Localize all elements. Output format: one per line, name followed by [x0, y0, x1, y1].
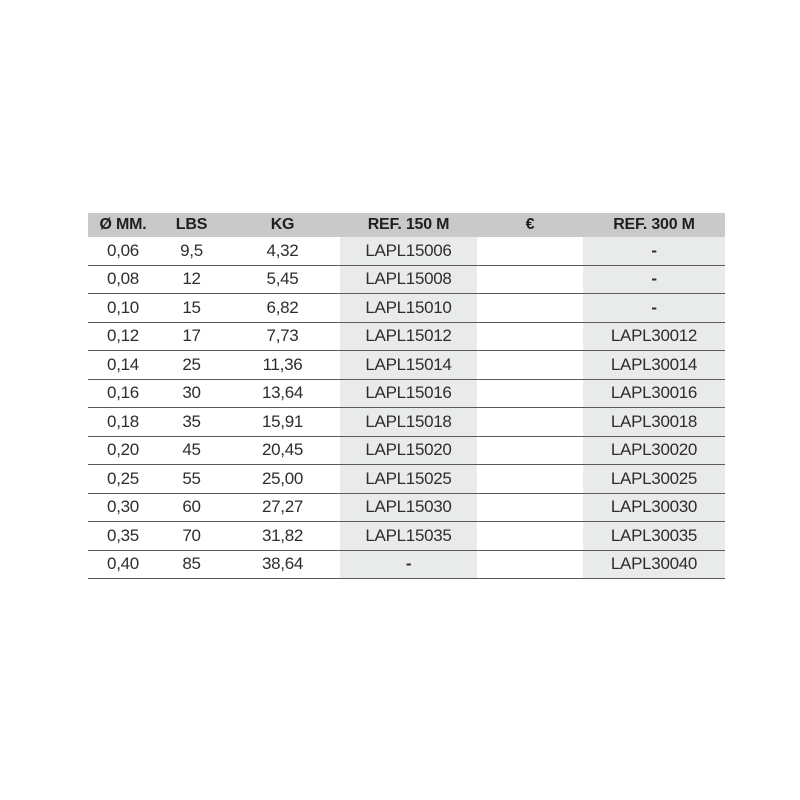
cell-diameter: 0,18: [88, 408, 158, 437]
cell-lbs: 60: [158, 493, 225, 522]
cell-diameter: 0,16: [88, 379, 158, 408]
header-euro: €: [477, 213, 583, 237]
cell-ref-150: LAPL15012: [340, 322, 477, 351]
cell-ref-150: LAPL15020: [340, 436, 477, 465]
cell-ref-150: LAPL15018: [340, 408, 477, 437]
header-kg: KG: [225, 213, 340, 237]
cell-ref-300: LAPL30030: [583, 493, 725, 522]
table-row: [88, 436, 725, 465]
cell-ref-150: LAPL15010: [340, 294, 477, 323]
cell-euro: [477, 522, 583, 551]
header-diameter: Ø MM.: [88, 213, 158, 237]
cell-euro: [477, 322, 583, 351]
header-ref-300: REF. 300 M: [583, 213, 725, 237]
cell-ref-300: LAPL30018: [583, 408, 725, 437]
cell-euro: [477, 237, 583, 265]
cell-euro: [477, 351, 583, 380]
cell-lbs: 45: [158, 436, 225, 465]
cell-diameter: 0,10: [88, 294, 158, 323]
cell-diameter: 0,06: [88, 237, 158, 265]
cell-lbs: 25: [158, 351, 225, 380]
cell-kg: 11,36: [225, 351, 340, 380]
cell-kg: 27,27: [225, 493, 340, 522]
cell-diameter: 0,40: [88, 550, 158, 579]
cell-diameter: 0,12: [88, 322, 158, 351]
cell-euro: [477, 550, 583, 579]
cell-ref-300: LAPL30020: [583, 436, 725, 465]
cell-euro: [477, 408, 583, 437]
cell-lbs: 9,5: [158, 237, 225, 265]
cell-diameter: 0,35: [88, 522, 158, 551]
cell-kg: 20,45: [225, 436, 340, 465]
table-header: [88, 213, 725, 237]
table-row: [88, 465, 725, 494]
cell-ref-300: -: [583, 294, 725, 323]
cell-kg: 31,82: [225, 522, 340, 551]
cell-kg: 13,64: [225, 379, 340, 408]
cell-euro: [477, 493, 583, 522]
cell-ref-150: LAPL15030: [340, 493, 477, 522]
cell-lbs: 17: [158, 322, 225, 351]
cell-euro: [477, 436, 583, 465]
cell-diameter: 0,14: [88, 351, 158, 380]
cell-ref-300: LAPL30016: [583, 379, 725, 408]
cell-euro: [477, 294, 583, 323]
cell-kg: 6,82: [225, 294, 340, 323]
cell-ref-150: LAPL15014: [340, 351, 477, 380]
cell-ref-150: LAPL15035: [340, 522, 477, 551]
cell-euro: [477, 465, 583, 494]
table-row: [88, 379, 725, 408]
cell-ref-300: -: [583, 265, 725, 294]
header-row: [88, 213, 725, 237]
table-row: [88, 294, 725, 323]
header-lbs: LBS: [158, 213, 225, 237]
table-row: [88, 322, 725, 351]
cell-diameter: 0,25: [88, 465, 158, 494]
cell-ref-300: -: [583, 237, 725, 265]
cell-lbs: 35: [158, 408, 225, 437]
cell-ref-300: LAPL30025: [583, 465, 725, 494]
cell-ref-300: LAPL30035: [583, 522, 725, 551]
cell-euro: [477, 265, 583, 294]
cell-ref-300: LAPL30040: [583, 550, 725, 579]
cell-ref-150: LAPL15025: [340, 465, 477, 494]
cell-diameter: 0,08: [88, 265, 158, 294]
cell-lbs: 30: [158, 379, 225, 408]
table-row: [88, 265, 725, 294]
cell-diameter: 0,30: [88, 493, 158, 522]
cell-ref-150: -: [340, 550, 477, 579]
table-row: [88, 522, 725, 551]
cell-ref-300: LAPL30012: [583, 322, 725, 351]
cell-lbs: 12: [158, 265, 225, 294]
table-row: [88, 237, 725, 265]
cell-diameter: 0,20: [88, 436, 158, 465]
specification-table: [88, 213, 725, 579]
cell-lbs: 55: [158, 465, 225, 494]
cell-ref-150: LAPL15008: [340, 265, 477, 294]
table-row: [88, 550, 725, 579]
cell-ref-150: LAPL15006: [340, 237, 477, 265]
cell-kg: 5,45: [225, 265, 340, 294]
cell-lbs: 85: [158, 550, 225, 579]
cell-ref-300: LAPL30014: [583, 351, 725, 380]
table-row: [88, 351, 725, 380]
cell-lbs: 70: [158, 522, 225, 551]
cell-kg: 7,73: [225, 322, 340, 351]
cell-ref-150: LAPL15016: [340, 379, 477, 408]
cell-kg: 38,64: [225, 550, 340, 579]
cell-lbs: 15: [158, 294, 225, 323]
table-row: [88, 493, 725, 522]
cell-kg: 4,32: [225, 237, 340, 265]
cell-kg: 25,00: [225, 465, 340, 494]
cell-kg: 15,91: [225, 408, 340, 437]
cell-euro: [477, 379, 583, 408]
table-row: [88, 408, 725, 437]
table-body: [88, 237, 725, 579]
header-ref-150: REF. 150 M: [340, 213, 477, 237]
